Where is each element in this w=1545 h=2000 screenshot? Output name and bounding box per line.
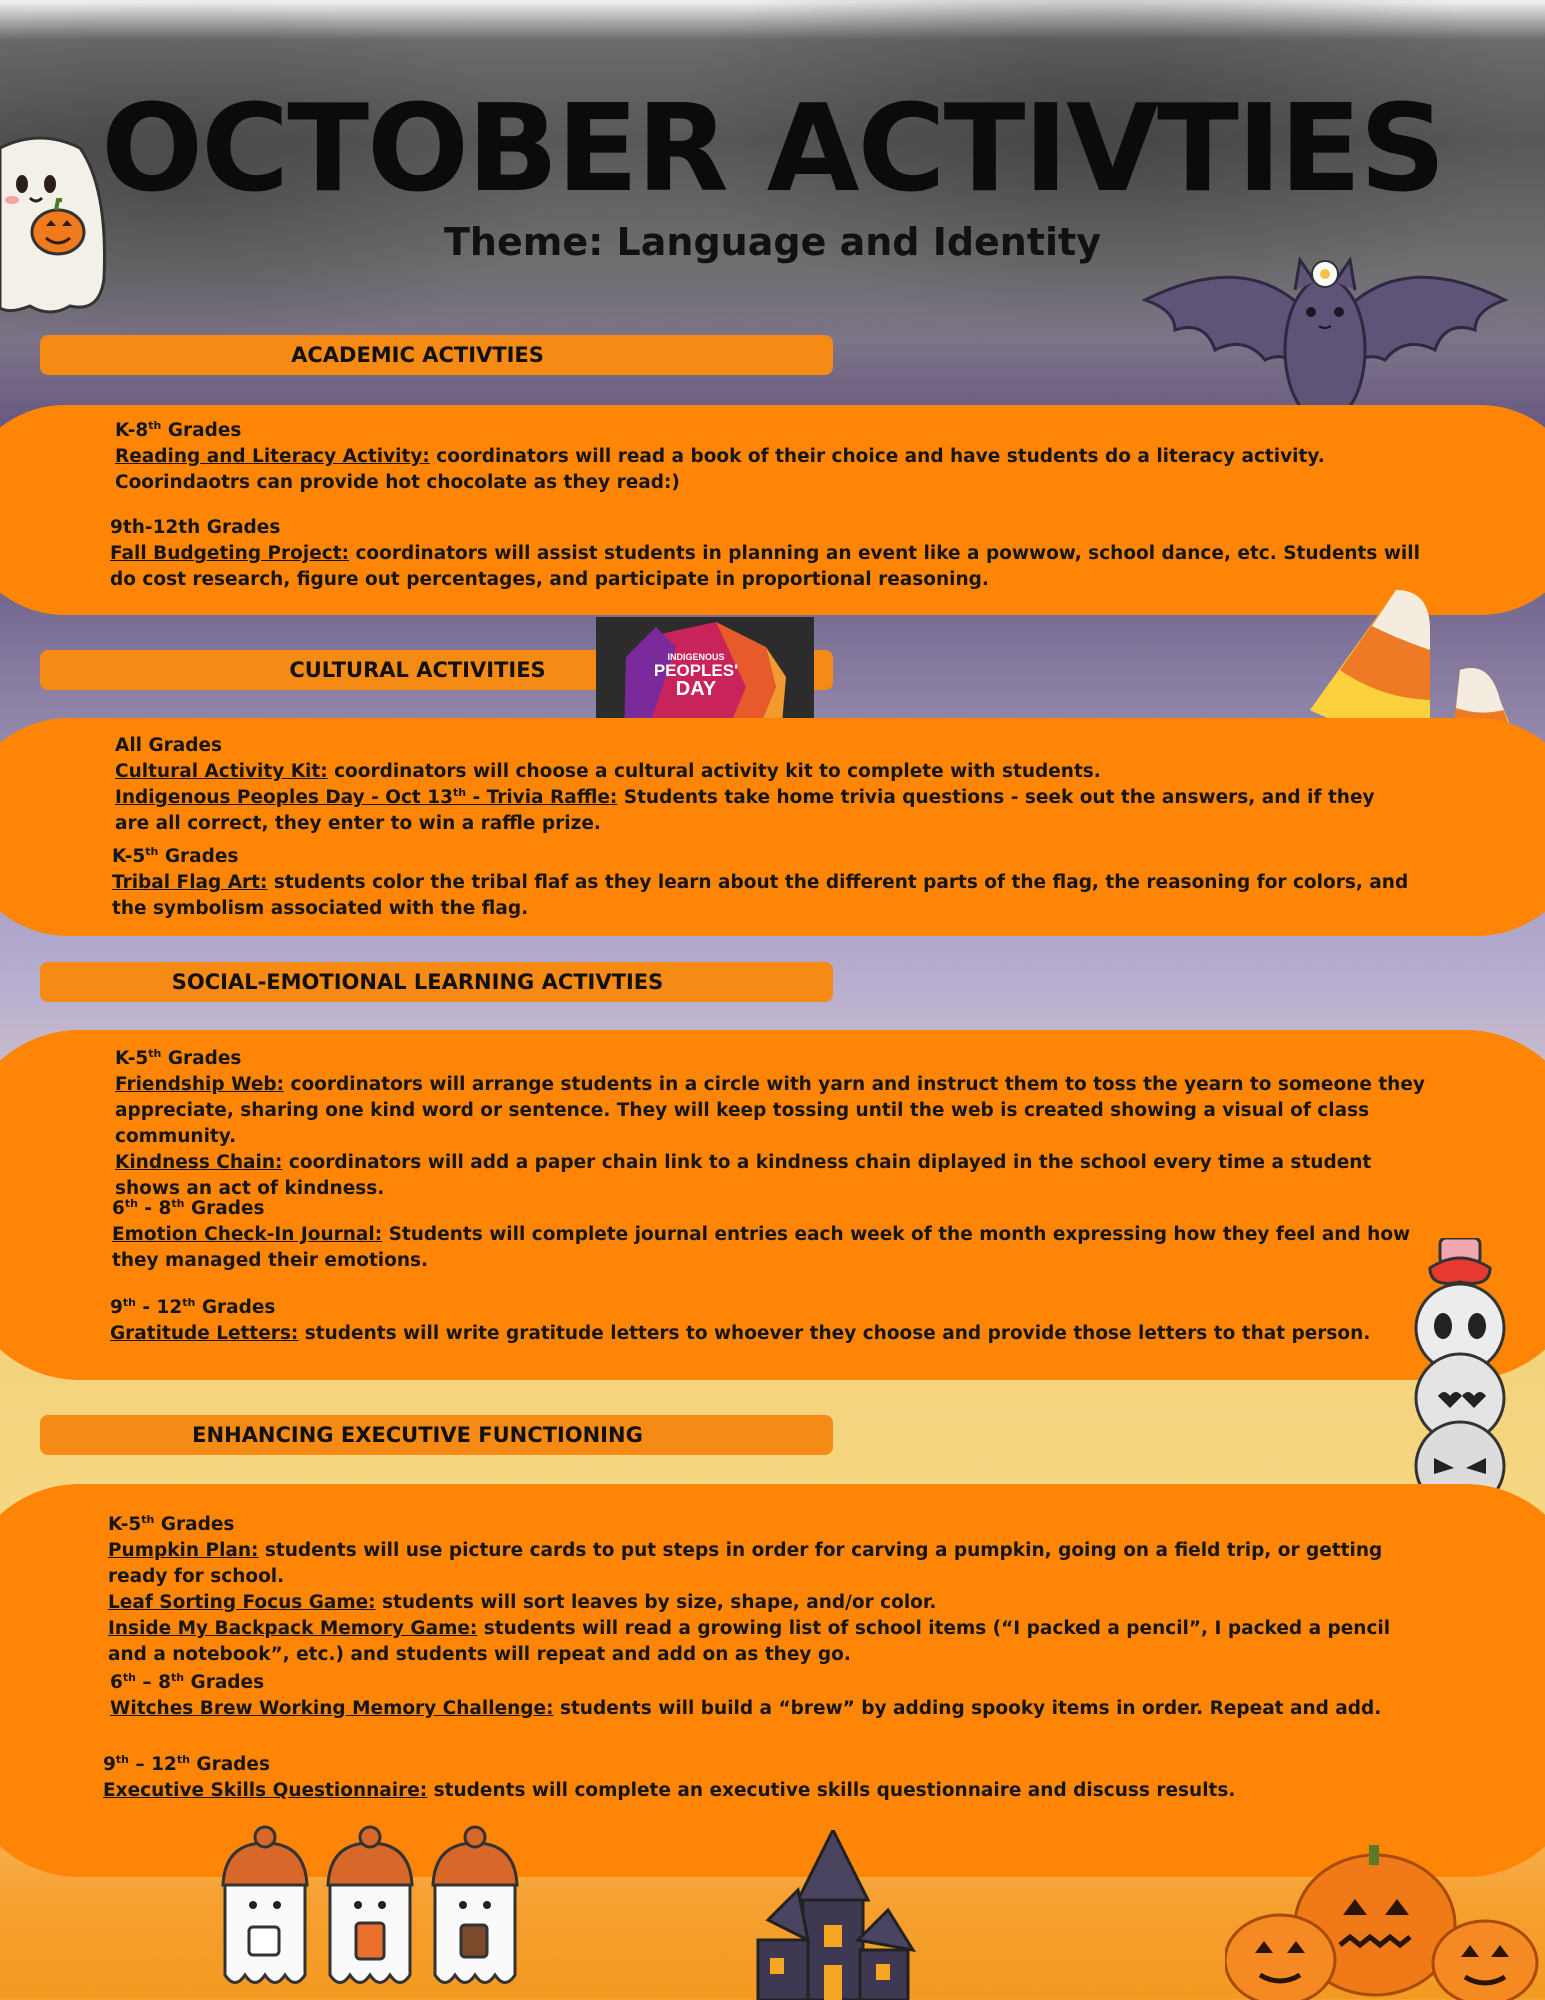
badge-line2: PEOPLES' [653, 661, 739, 680]
academic-content-2 [110, 515, 1440, 593]
grade-label: K-5th Grades [115, 1046, 242, 1069]
grade-label: K-8th Grades [115, 418, 242, 441]
activity-tribal-flag: Tribal Flag Art: students color the tribal flaf as they learn about the different parts of the flag, the reasoning for colors, and the symbolism associated with the flag. [112, 872, 1409, 919]
page-title: OCTOBER ACTIVTIES [101, 80, 1444, 219]
section-header-exec: ENHANCING EXECUTIVE FUNCTIONING [40, 1415, 833, 1455]
cultural-content [115, 733, 1415, 837]
page-subtitle: Theme: Language and Identity [444, 220, 1101, 264]
activity-gratitude-letters: Gratitude Letters: students will write gratitude letters to whoever they choose and provide those letters to that person. [110, 1323, 1371, 1344]
exec-content [108, 1512, 1408, 1668]
sel-content [115, 1046, 1435, 1202]
grade-label: 9th – 12th Grades [103, 1752, 270, 1775]
grade-label: 9th - 12th Grades [110, 1295, 276, 1318]
jack-o-lanterns-icon [1225, 1835, 1545, 2000]
activity-friendship-web: Friendship Web: coordinators will arrange students in a circle with yarn and instruct them to toss the yearn to someone they appreciate, sharing one kind word or sentence. They will keep tossing until the web is created showing a visual of class community. [115, 1074, 1425, 1147]
section-header-cultural: CULTURAL ACTIVITIES [40, 650, 833, 690]
grade-label: K-5th Grades [108, 1512, 235, 1535]
academic-content [115, 418, 1435, 496]
grade-label: All Grades [115, 735, 223, 756]
haunted-house-icon [748, 1830, 918, 2000]
activity-cultural-kit: Cultural Activity Kit: coordinators will choose a cultural activity kit to complete with students. [115, 761, 1101, 782]
activity-fall-budgeting: Fall Budgeting Project: coordinators will assist students in planning an event like a powwow, school dance, etc. Students will do cost research, figure out percentages, and participate in proportional reasoning. [110, 543, 1420, 590]
section-header-sel: SOCIAL-EMOTIONAL LEARNING ACTIVTIES [40, 962, 833, 1002]
activity-pumpkin-plan: Pumpkin Plan: students will use picture cards to put steps in order for carving a pumpkin, going on a field trip, or getting ready for school. [108, 1540, 1383, 1587]
ghost-pumpkin-icon [0, 128, 112, 318]
activity-trivia-raffle: Indigenous Peoples Day - Oct 13th - Trivia Raffle: Students take home trivia questions - seek out the answers, and if they are all correct, they enter to win a raffle prize. [115, 785, 1375, 834]
exec-content-2 [110, 1670, 1410, 1722]
sel-content-3 [110, 1295, 1410, 1347]
activity-reading-literacy: Reading and Literacy Activity: coordinators will read a book of their choice and have students do a literacy activity. Coorindaotrs can provide hot chocolate as they read:) [115, 446, 1325, 493]
activity-leaf-sorting: Leaf Sorting Focus Game: students will sort leaves by size, shape, and/or color. [108, 1592, 937, 1613]
grade-label: 9th-12th Grades [110, 517, 281, 538]
grade-label: K-5th Grades [112, 844, 239, 867]
grade-label: 6th - 8th Grades [112, 1196, 265, 1219]
ghosts-with-beanies-icon [215, 1815, 535, 2000]
badge-line1: INDIGENOUS [667, 652, 725, 662]
activity-emotion-journal: Emotion Check-In Journal: Students will complete journal entries each week of the month expressing how they feel and how they managed their emotions. [112, 1224, 1411, 1271]
cultural-content-2 [112, 844, 1432, 922]
activity-backpack-memory: Inside My Backpack Memory Game: students will read a growing list of school items (“I packed a pencil”, I packed a pencil and a notebook”, etc.) and students will repeat and add on as they go. [108, 1618, 1391, 1665]
sel-content-2 [112, 1196, 1422, 1274]
exec-content-3 [103, 1752, 1403, 1804]
activity-kindness-chain: Kindness Chain: coordinators will add a paper chain link to a kindness chain diplayed in the school every time a student shows an act of kindness. [115, 1152, 1372, 1199]
section-header-academic: ACADEMIC ACTIVTIES [40, 335, 833, 375]
bat-icon [1135, 250, 1515, 430]
activity-exec-questionnaire: Executive Skills Questionnaire: students will complete an executive skills questionnaire and discuss results. [103, 1780, 1236, 1801]
activity-witches-brew: Witches Brew Working Memory Challenge: students will build a “brew” by adding spooky items in order. Repeat and add. [110, 1698, 1382, 1719]
badge-line3: DAY [675, 678, 717, 700]
grade-label: 6th – 8th Grades [110, 1670, 265, 1693]
